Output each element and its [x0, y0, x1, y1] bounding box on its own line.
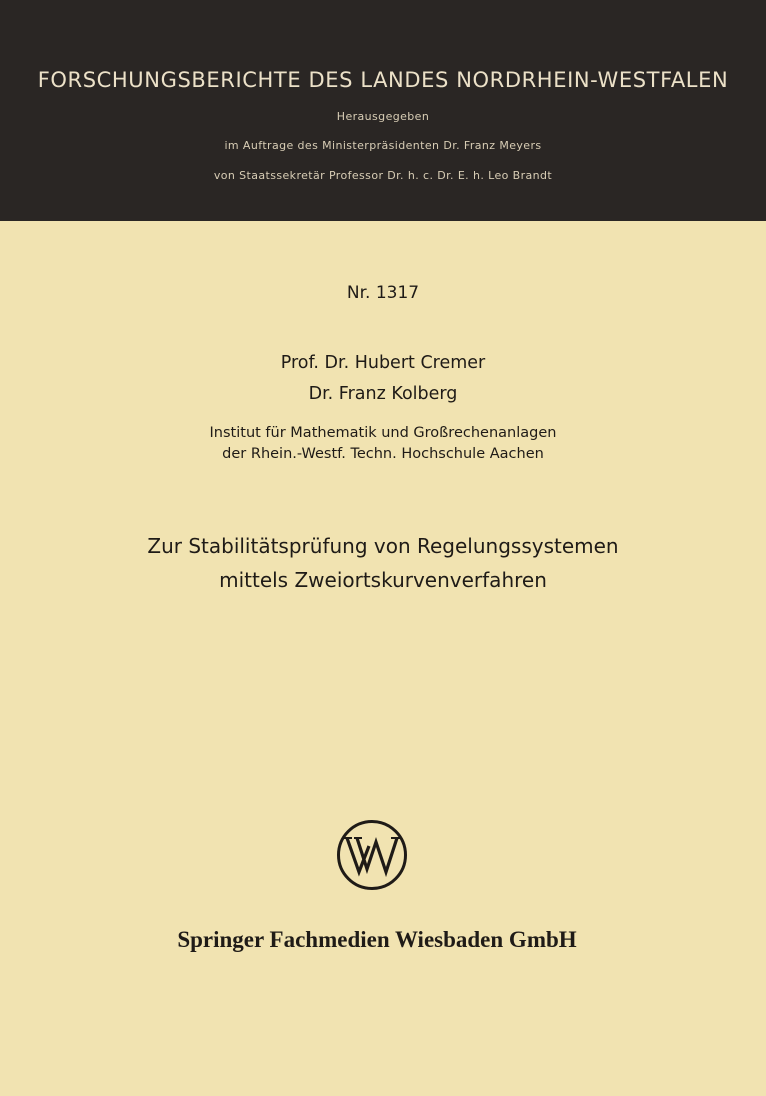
series-title: FORSCHUNGSBERICHTE DES LANDES NORDRHEIN-WESTFALEN	[37, 68, 729, 92]
institute-line-1: Institut für Mathematik und Großrechenanlagen	[209, 425, 557, 441]
issue-number: Nr. 1317	[346, 283, 420, 303]
author-1: Prof. Dr. Hubert Cremer	[280, 353, 486, 373]
book-title-line-2: mittels Zweiortskurvenverfahren	[219, 568, 547, 592]
header-band	[0, 0, 766, 221]
editor-line-3: von Staatssekretär Professor Dr. h. c. Dr. E. h. Leo Brandt	[213, 169, 553, 182]
publisher-name: Springer Fachmedien Wiesbaden GmbH	[177, 927, 577, 952]
institute-line-2: der Rhein.-Westf. Techn. Hochschule Aachen	[222, 446, 544, 462]
logo-w-mark	[347, 838, 397, 872]
editor-line-2: im Auftrage des Ministerpräsidenten Dr. Franz Meyers	[224, 139, 542, 152]
author-2: Dr. Franz Kolberg	[308, 384, 458, 404]
editor-line-1: Herausgegeben	[336, 110, 430, 123]
book-title-line-1: Zur Stabilitätsprüfung von Regelungssystemen	[147, 534, 619, 558]
publisher-logo	[336, 819, 408, 891]
